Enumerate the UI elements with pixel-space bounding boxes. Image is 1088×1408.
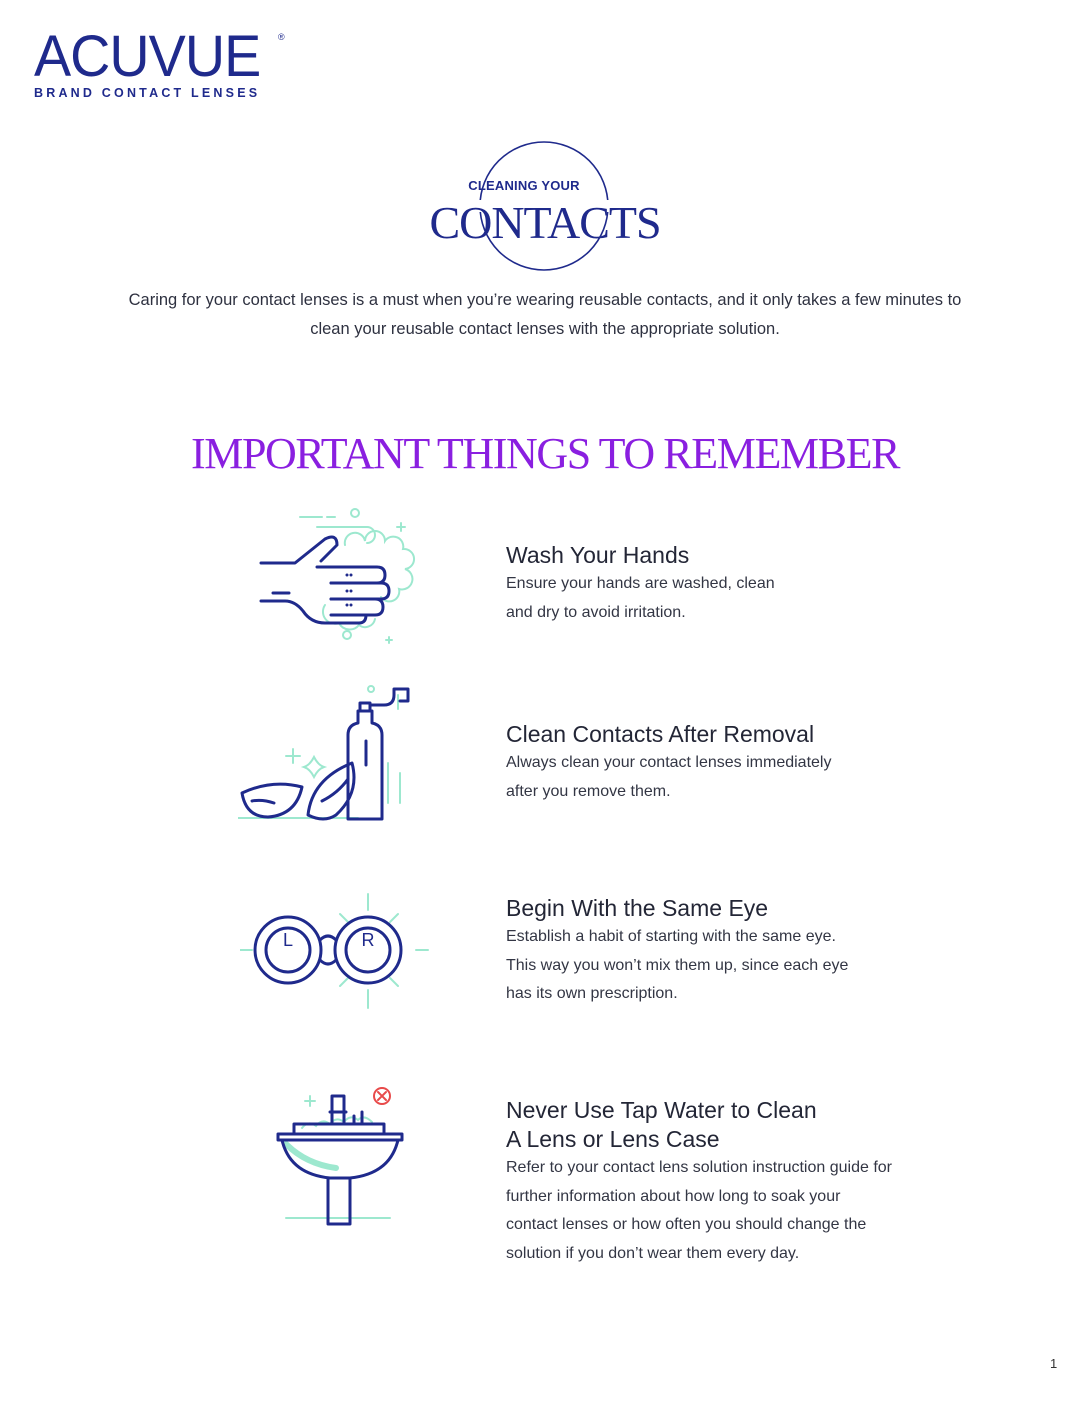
tip-body: Ensure your hands are washed, clean and dry to avoid irritation. [506,575,775,621]
hero-kicker: CLEANING YOUR [468,178,580,193]
tip-body: Always clean your contact lenses immediately after you remove them. [506,754,832,800]
tip-text [506,894,946,1009]
hero-title: CONTACTS [429,197,661,248]
tip-text [506,541,946,627]
lens-case-icon [240,890,430,1014]
tip-body: Establish a habit of starting with the same eye. This way you won’t mix them up, since each eye has its own prescription. [506,928,849,1002]
tip-title: Wash Your Hands [506,542,690,568]
brand-logo [34,24,294,100]
tip-wash-hands [0,505,1088,645]
lens-case-left-text: L [282,930,293,950]
solution-bottle-icon [238,683,423,828]
lens-case-right-text: R [361,930,375,950]
intro-paragraph: Caring for your contact lenses is a must when you’re wearing reusable contacts, and it only takes a few minutes to clean your reusable contact lenses with the appropriate solution. [128,291,962,338]
brand-name: ACUVUE [34,24,261,89]
hero-header [0,136,1088,276]
tip-title: Clean Contacts After Removal [506,721,815,747]
tip-text [506,720,946,806]
registered-mark: ® [278,32,285,42]
hand-washing-icon [255,505,430,645]
tip-same-eye [0,890,1088,1014]
tip-body: Refer to your contact lens solution instruction guide for further information about how long to soak your contact lenses or how often you should change the solution if you don’t wear them every day. [506,1159,892,1262]
tip-text [506,1096,946,1268]
tip-no-tap-water [0,1082,1088,1272]
sink-tap-water-icon [272,1082,407,1232]
brand-tagline: BRAND CONTACT LENSES [34,86,261,100]
tip-title: Never Use Tap Water to Clean A Lens or Lens Case [506,1097,817,1152]
tip-clean-after-removal [0,683,1088,828]
tip-title: Begin With the Same Eye [506,895,769,921]
page-number: 1 [1050,1356,1058,1371]
section-title: IMPORTANT THINGS TO REMEMBER [190,429,900,478]
